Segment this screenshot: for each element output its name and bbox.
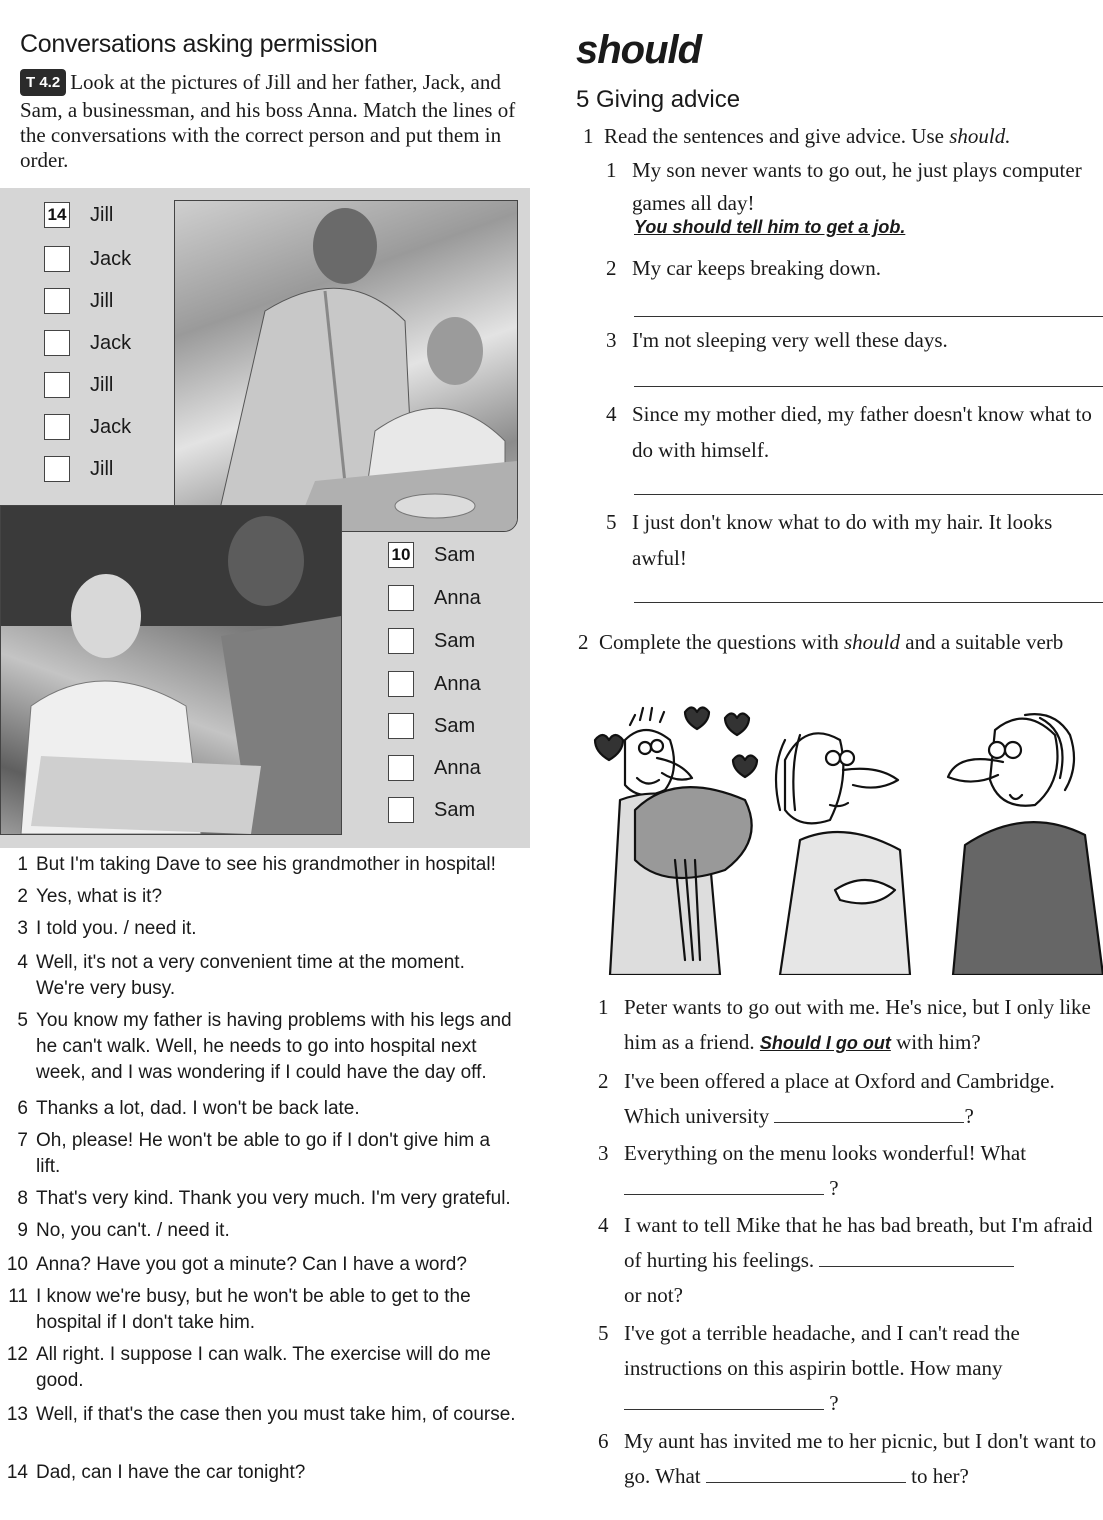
line-number: 10 — [6, 1254, 28, 1275]
item-text: Everything on the menu looks wonderful! What — [624, 1141, 1027, 1165]
answer-line[interactable] — [634, 494, 1103, 495]
line-text: I know we're busy, but he won't be able to get to the hospital if I don't take him. — [36, 1286, 471, 1333]
item-text: or not? — [624, 1283, 683, 1307]
check-row — [44, 200, 113, 230]
item-text: I've got a terrible headache, and I can't read the instructions on this aspirin bottle. How many — [624, 1321, 1020, 1380]
item-text: ? — [964, 1104, 974, 1128]
speaker-name: Sam — [434, 714, 476, 737]
check-row — [388, 626, 475, 656]
check-row — [388, 583, 481, 613]
check-row — [388, 795, 475, 825]
check-row — [388, 669, 481, 699]
heart-icon — [725, 714, 749, 736]
speaker-name: Jack — [90, 247, 132, 270]
intro-instructions — [20, 70, 530, 173]
item-text: My car keeps breaking down. — [632, 256, 882, 280]
answer-blank[interactable] — [774, 1104, 964, 1123]
exercise-2-instructions — [578, 630, 1063, 655]
item-text: I'm not sleeping very well these days. — [632, 328, 948, 352]
speaker-name: Sam — [434, 543, 476, 566]
item-text: with him? — [890, 1030, 981, 1054]
section-title-conversations: Conversations asking permission — [20, 30, 378, 58]
order-box[interactable]: 14 — [44, 202, 70, 228]
order-box[interactable] — [44, 330, 70, 356]
instruction-emphasis: should. — [949, 124, 1011, 148]
line-number: 2 — [17, 886, 28, 907]
line-number: 6 — [17, 1098, 28, 1119]
item-text: Peter wants to go out with me. He's nice, but I only like him as a friend. — [624, 995, 1091, 1054]
line-text: Well, if that's the case then you must take him, of course. — [36, 1404, 516, 1425]
heart-icon — [595, 735, 623, 760]
item-number: 5 — [606, 510, 617, 534]
track-badge: T 4.2 — [20, 69, 66, 96]
answer-line[interactable] — [634, 386, 1103, 387]
example-answer: You should tell him to get a job. — [634, 217, 906, 237]
exercise-1-instructions — [583, 124, 1010, 149]
line-number: 7 — [17, 1130, 28, 1151]
item-text: ? — [829, 1391, 839, 1415]
item-number: 4 — [606, 402, 617, 426]
item-number: 2 — [606, 256, 617, 280]
line-text: Anna? Have you got a minute? Can I have a word? — [36, 1254, 467, 1275]
instruction-text: and a suitable verb — [900, 630, 1064, 654]
item-number: 3 — [598, 1141, 609, 1165]
order-box[interactable]: 10 — [388, 542, 414, 568]
line-text: But I'm taking Dave to see his grandmother in hospital! — [36, 854, 496, 875]
item-text: My son never wants to go out, he just plays computer games all day! — [632, 158, 1082, 215]
exercise-number: 1 — [583, 124, 594, 148]
item-number: 4 — [598, 1213, 609, 1237]
answer-blank[interactable] — [706, 1464, 906, 1483]
line-text: That's very kind. Thank you very much. I'm very grateful. — [36, 1188, 511, 1209]
order-box[interactable] — [388, 797, 414, 823]
order-box[interactable] — [44, 246, 70, 272]
answer-blank[interactable] — [819, 1248, 1014, 1267]
section-title-giving-advice: 5 Giving advice — [576, 86, 741, 113]
line-number: 1 — [17, 854, 28, 875]
speaker-name: Sam — [434, 629, 476, 652]
exercise-1-item — [606, 154, 1103, 220]
item-number: 1 — [598, 995, 609, 1019]
line-text: You know my father is having problems with his legs and he can't walk. Well, he needs to go into hospital next week, and I was wondering if I could have the day off. — [36, 1010, 512, 1083]
cartoon-illustration — [585, 700, 1103, 975]
speaker-name: Jill — [90, 373, 114, 396]
item-number: 5 — [598, 1321, 609, 1345]
item-text: to her? — [905, 1464, 969, 1488]
answer-line[interactable] — [634, 316, 1103, 317]
order-box[interactable] — [44, 372, 70, 398]
check-row — [44, 286, 113, 316]
item-number: 1 — [606, 158, 617, 182]
item-text: I've been offered a place at Oxford and Cambridge. Which university — [624, 1069, 1055, 1128]
answer-blank[interactable] — [624, 1391, 824, 1410]
speaker-name: Anna — [434, 586, 481, 609]
line-number: 14 — [6, 1462, 28, 1483]
instruction-emphasis: should — [843, 630, 900, 654]
page-title-should: should — [576, 28, 702, 72]
exercise-1-item — [606, 252, 1103, 285]
instruction-text: Read the sentences and give advice. Use — [604, 124, 950, 148]
speaker-name: Jack — [90, 415, 132, 438]
item-text: Since my mother died, my father doesn't know what to do with himself. — [632, 402, 1092, 462]
line-number: 4 — [17, 952, 28, 973]
line-text: Thanks a lot, dad. I won't be back late. — [36, 1098, 360, 1119]
check-row — [44, 412, 131, 442]
speaker-name: Anna — [434, 672, 481, 695]
line-text: Yes, what is it? — [36, 886, 163, 907]
speaker-name: Jill — [90, 203, 114, 226]
exercise-1-item — [606, 504, 1103, 570]
check-row — [388, 711, 475, 741]
order-box[interactable] — [44, 288, 70, 314]
item-number: 3 — [606, 328, 617, 352]
item-number: 2 — [598, 1069, 609, 1093]
speaker-name: Jack — [90, 331, 132, 354]
order-box[interactable] — [388, 671, 414, 697]
line-number: 12 — [6, 1344, 28, 1365]
check-row — [44, 244, 131, 274]
order-box[interactable] — [388, 713, 414, 739]
answer-blank[interactable] — [624, 1176, 824, 1195]
order-box[interactable] — [388, 585, 414, 611]
line-text: All right. I suppose I can walk. The exercise will do me good. — [36, 1344, 491, 1391]
line-number: 3 — [17, 918, 28, 939]
check-row — [44, 370, 113, 400]
heart-icon — [685, 708, 709, 730]
item-text: I want to tell Mike that he has bad breath, but I'm afraid of hurting his feelings. — [624, 1213, 1093, 1272]
exercise-number: 2 — [578, 630, 589, 654]
check-row — [388, 753, 481, 783]
exercise-1-item — [606, 396, 1103, 462]
order-box[interactable] — [388, 628, 414, 654]
item-number: 6 — [598, 1429, 609, 1453]
line-number: 13 — [6, 1404, 28, 1425]
item-text: My aunt has invited me to her picnic, but I don't want to go. What — [624, 1429, 1097, 1488]
answer-line[interactable] — [634, 602, 1103, 603]
check-row — [388, 540, 475, 570]
line-text: No, you can't. / need it. — [36, 1220, 230, 1241]
item-text: ? — [829, 1176, 839, 1200]
line-number: 11 — [8, 1286, 28, 1307]
speaker-name: Jill — [90, 457, 114, 480]
line-text: Well, it's not a very convenient time at the moment. We're very busy. — [36, 952, 465, 999]
photo-jill-and-jack — [174, 200, 518, 532]
heart-icon — [733, 756, 757, 778]
line-text: Oh, please! He won't be able to go if I don't give him a lift. — [36, 1130, 491, 1177]
item-text: I just don't know what to do with my hair. It looks awful! — [632, 510, 1053, 570]
check-row — [44, 328, 131, 358]
check-row — [44, 454, 113, 484]
order-box[interactable] — [44, 456, 70, 482]
speaker-name: Sam — [434, 798, 476, 821]
order-box[interactable] — [44, 414, 70, 440]
instruction-text: Complete the questions with — [599, 630, 844, 654]
speaker-name: Anna — [434, 756, 481, 779]
intro-text: Look at the pictures of Jill and her father, Jack, and Sam, a businessman, and his boss Anna. Match the lines of the conversations with the correct person and put them in order. — [20, 70, 516, 172]
line-text: I told you. / need it. — [36, 918, 197, 939]
photo-sam-and-anna — [0, 505, 342, 835]
example-answer: Should I go out — [759, 1033, 891, 1053]
line-number: 8 — [17, 1188, 28, 1209]
order-box[interactable] — [388, 755, 414, 781]
line-number: 9 — [17, 1220, 28, 1241]
exercise-1-item — [606, 324, 1103, 357]
line-number: 5 — [17, 1010, 28, 1031]
line-text: Dad, can I have the car tonight? — [36, 1462, 306, 1483]
speaker-name: Jill — [90, 289, 114, 312]
